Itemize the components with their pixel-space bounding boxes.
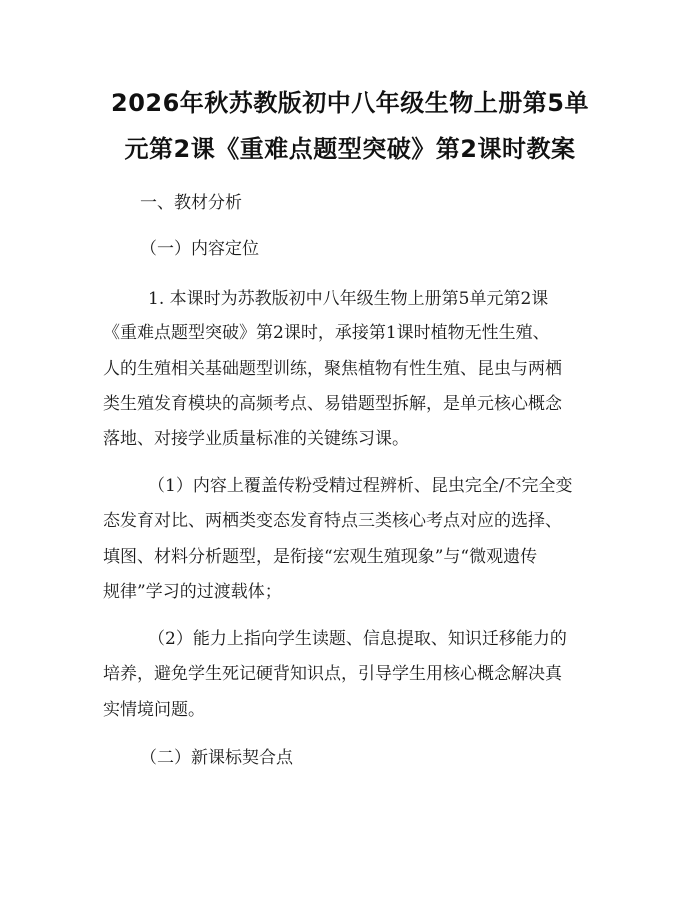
paragraph-line: （2）能力上指向学生读题、信息提取、知识迁移能力的 — [148, 629, 567, 649]
paragraph-line: 《重难点题型突破》第2课时，承接第1课时植物无性生殖、 — [103, 323, 550, 343]
subsection-heading-content-positioning: （一）内容定位 — [140, 239, 259, 259]
paragraph-line: 实情境问题。 — [103, 700, 205, 720]
paragraph-line: 填图、材料分析题型，是衔接“宏观生殖现象”与“微观遗传 — [103, 547, 538, 567]
document-title-line-1: 2026年秋苏教版初中八年级生物上册第5单 — [111, 89, 589, 117]
document-title-line-2: 元第2课《重难点题型突破》第2课时教案 — [124, 135, 576, 163]
paragraph-line: 落地、对接学业质量标准的关键练习课。 — [103, 429, 409, 449]
paragraph-line: 1. 本课时为苏教版初中八年级生物上册第5单元第2课 — [148, 289, 549, 309]
paragraph-line: （1）内容上覆盖传粉受精过程辨析、昆虫完全/不完全变 — [148, 476, 573, 496]
paragraph-line: 规律”学习的过渡载体； — [103, 582, 282, 602]
subsection-heading-curriculum-alignment: （二）新课标契合点 — [140, 748, 293, 768]
paragraph-line: 培养，避免学生死记硬背知识点，引导学生用核心概念解决真 — [103, 664, 562, 684]
paragraph-line: 态发育对比、两栖类变态发育特点三类核心考点对应的选择、 — [103, 511, 562, 531]
paragraph-line: 类生殖发育模块的高频考点、易错题型拆解，是单元核心概念 — [103, 394, 562, 414]
section-heading-textbook-analysis: 一、教材分析 — [140, 193, 242, 213]
paragraph-line: 人的生殖相关基础题型训练，聚焦植物有性生殖、昆虫与两栖 — [103, 359, 562, 379]
